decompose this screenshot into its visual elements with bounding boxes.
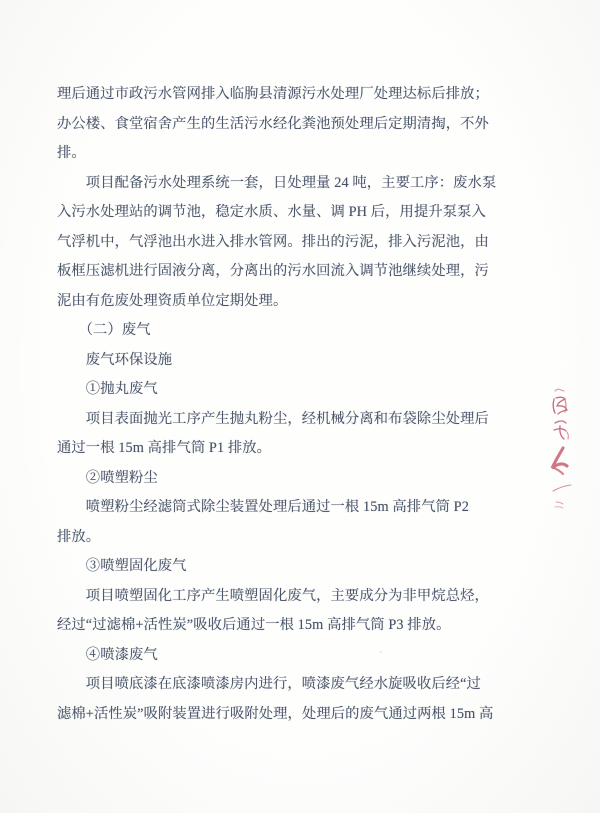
item-heading-3: ③喷塑固化废气	[57, 558, 187, 574]
red-ink-strokes-icon	[541, 382, 581, 527]
document-line: 泥由有危废处理资质单位定期处理。	[57, 292, 288, 309]
document-line: 排放。	[57, 528, 101, 545]
document-line: 气浮机中，气浮池出水进入排水管网。排出的污泥，排入污泥池，由	[57, 233, 489, 250]
document-line: 通过一根 15m 高排气筒 P1 排放。	[57, 440, 272, 456]
document-line: 入污水处理站的调节池，稳定水质、水量、调 PH 后，用提升泵泵入	[57, 204, 486, 220]
item-heading-4: ④喷漆废气	[57, 646, 158, 663]
scan-speck-artifact: ˊ	[376, 649, 383, 663]
red-ink-handwritten-annotation	[541, 382, 581, 527]
document-line: 项目喷塑固化工序产生喷塑固化废气，主要成分为非甲烷总烃，	[57, 587, 489, 604]
document-line: 项目表面抛光工序产生抛丸粉尘，经机械分离和布袋除尘处理后	[57, 410, 489, 427]
document-line: 理后通过市政污水管网排入临朐县清源污水处理厂处理达标后排放；	[57, 86, 489, 102]
document-line: 滤棉+活性炭”吸附装置进行吸附处理，处理后的废气通过两根 15m 高	[57, 705, 494, 722]
document-line: 项目配备污水处理系统一套，日处理量 24 吨，主要工序：废水泵	[57, 174, 497, 191]
document-line: 经过“过滤棉+活性炭”吸收后通过一根 15m 高排气筒 P3 排放。	[57, 617, 451, 633]
item-heading-2: ②喷塑粉尘	[57, 469, 158, 486]
document-line: 板框压滤机进行固液分离，分离出的污水回流入调节池继续处理，污	[57, 263, 489, 279]
item-heading-1: ①抛丸废气	[57, 381, 158, 397]
document-line: 喷塑粉尘经滤筒式除尘装置处理后通过一根 15m 高排气筒 P2	[57, 499, 469, 515]
subsection-heading: 废气环保设施	[57, 351, 173, 368]
document-line: 项目喷底漆在底漆喷漆房内进行，喷漆废气经水旋吸收后经“过	[57, 676, 481, 692]
document-line: 排。	[57, 145, 86, 161]
document-text-block	[57, 80, 527, 729]
document-line: 办公楼、食堂宿舍产生的生活污水经化粪池预处理后定期清掏，不外	[57, 115, 489, 132]
section-heading-waste-gas: （二）废气	[57, 322, 151, 338]
